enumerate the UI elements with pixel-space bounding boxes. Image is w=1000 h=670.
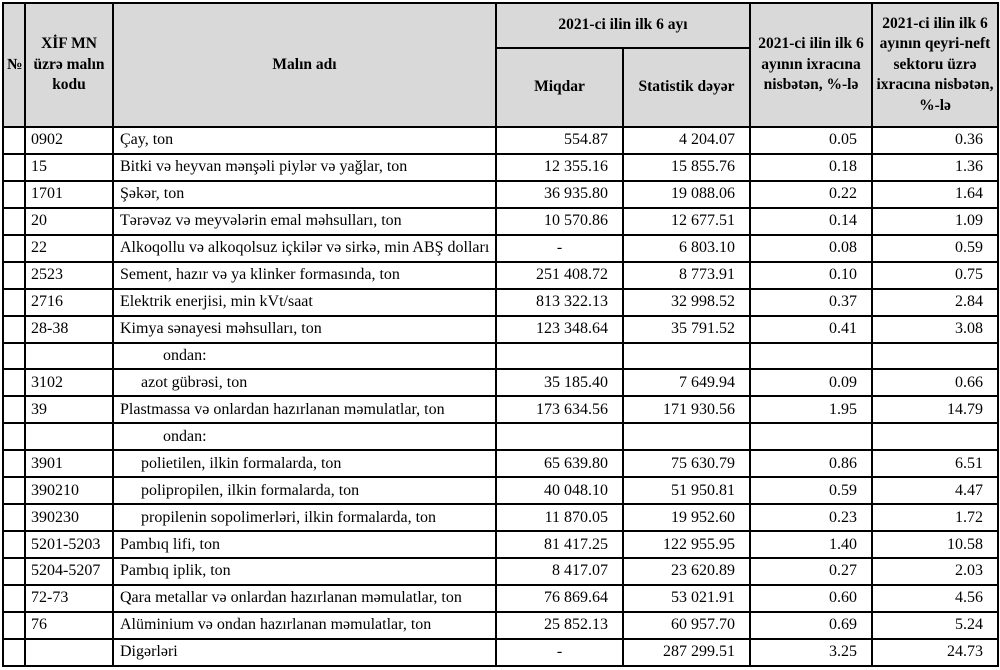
cell-pct-exports: 0.59 — [750, 477, 872, 504]
cell-stat-value: 75 630.79 — [623, 450, 750, 477]
cell-stat-value: 53 021.91 — [623, 585, 750, 612]
header-row-top — [3, 3, 998, 48]
cell-quantity: 81 417.25 — [496, 531, 623, 558]
header-product-name: Malın adı — [113, 3, 496, 127]
table-row — [3, 558, 998, 585]
cell-product-name: Kimya sənayesi məhsulları, ton — [113, 316, 496, 343]
cell-quantity: 554.87 — [496, 127, 623, 154]
cell-quantity: 123 348.64 — [496, 316, 623, 343]
header-quantity: Miqdar — [496, 48, 623, 127]
cell-row-number — [3, 127, 25, 154]
header-stat-value: Statistik dəyər — [623, 48, 750, 127]
cell-product-code: 15 — [25, 154, 113, 181]
table-row — [3, 343, 998, 370]
cell-pct-exports: 0.37 — [750, 289, 872, 316]
cell-pct-exports: 0.86 — [750, 450, 872, 477]
cell-row-number — [3, 181, 25, 208]
cell-quantity: 36 935.80 — [496, 181, 623, 208]
cell-pct-nonoil: 3.08 — [872, 316, 998, 343]
table-body — [3, 127, 998, 666]
cell-pct-exports — [750, 423, 872, 450]
cell-pct-exports: 0.18 — [750, 154, 872, 181]
table-row — [3, 262, 998, 289]
cell-pct-exports: 0.69 — [750, 612, 872, 639]
export-statistics-table — [2, 2, 999, 667]
table-row — [3, 585, 998, 612]
cell-stat-value: 19 088.06 — [623, 181, 750, 208]
cell-pct-nonoil: 1.64 — [872, 181, 998, 208]
cell-product-code: 76 — [25, 612, 113, 639]
cell-product-name: ondan: — [113, 423, 496, 450]
table-row — [3, 423, 998, 450]
cell-quantity: 40 048.10 — [496, 477, 623, 504]
cell-quantity: 173 634.56 — [496, 396, 623, 423]
cell-pct-nonoil: 2.84 — [872, 289, 998, 316]
cell-pct-exports: 0.14 — [750, 208, 872, 235]
cell-pct-exports — [750, 343, 872, 370]
table-row — [3, 504, 998, 531]
cell-product-name: Alkoqollu və alkoqolsuz içkilər və sirkə, min ABŞ dolları — [113, 235, 496, 262]
cell-product-code — [25, 423, 113, 450]
cell-quantity: 35 185.40 — [496, 369, 623, 396]
cell-pct-exports: 0.10 — [750, 262, 872, 289]
cell-row-number — [3, 423, 25, 450]
cell-product-code: 2523 — [25, 262, 113, 289]
cell-stat-value: 19 952.60 — [623, 504, 750, 531]
cell-row-number — [3, 612, 25, 639]
cell-product-name: Digərləri — [113, 639, 496, 666]
cell-stat-value: 32 998.52 — [623, 289, 750, 316]
cell-stat-value: 8 773.91 — [623, 262, 750, 289]
cell-quantity: 25 852.13 — [496, 612, 623, 639]
cell-stat-value: 122 955.95 — [623, 531, 750, 558]
cell-row-number — [3, 531, 25, 558]
table-row — [3, 127, 998, 154]
table-row — [3, 154, 998, 181]
cell-row-number — [3, 235, 25, 262]
cell-product-name: ondan: — [113, 343, 496, 370]
cell-row-number — [3, 396, 25, 423]
cell-row-number — [3, 450, 25, 477]
cell-product-code — [25, 343, 113, 370]
cell-pct-exports: 1.40 — [750, 531, 872, 558]
cell-product-code: 28-38 — [25, 316, 113, 343]
cell-product-name: polipropilen, ilkin formalarda, ton — [113, 477, 496, 504]
cell-quantity — [496, 423, 623, 450]
cell-stat-value: 35 791.52 — [623, 316, 750, 343]
cell-quantity: 10 570.86 — [496, 208, 623, 235]
cell-pct-nonoil: 14.79 — [872, 396, 998, 423]
cell-stat-value: 7 649.94 — [623, 369, 750, 396]
cell-quantity: 8 417.07 — [496, 558, 623, 585]
cell-pct-exports: 0.41 — [750, 316, 872, 343]
cell-product-code: 1701 — [25, 181, 113, 208]
cell-quantity: 251 408.72 — [496, 262, 623, 289]
cell-product-code: 72-73 — [25, 585, 113, 612]
cell-pct-nonoil: 1.36 — [872, 154, 998, 181]
cell-quantity: 813 322.13 — [496, 289, 623, 316]
table-row — [3, 208, 998, 235]
cell-pct-nonoil: 1.09 — [872, 208, 998, 235]
cell-product-code: 3102 — [25, 369, 113, 396]
cell-stat-value — [623, 343, 750, 370]
cell-product-name: polietilen, ilkin formalarda, ton — [113, 450, 496, 477]
cell-stat-value: 171 930.56 — [623, 396, 750, 423]
cell-pct-nonoil: 5.24 — [872, 612, 998, 639]
cell-row-number — [3, 477, 25, 504]
cell-stat-value: 12 677.51 — [623, 208, 750, 235]
cell-product-code: 20 — [25, 208, 113, 235]
cell-product-code: 0902 — [25, 127, 113, 154]
cell-stat-value: 51 950.81 — [623, 477, 750, 504]
cell-quantity: - — [496, 235, 623, 262]
table-row — [3, 235, 998, 262]
table-row — [3, 531, 998, 558]
cell-quantity: 11 870.05 — [496, 504, 623, 531]
table-row — [3, 181, 998, 208]
cell-pct-nonoil: 0.59 — [872, 235, 998, 262]
cell-product-name: Elektrik enerjisi, min kVt/saat — [113, 289, 496, 316]
cell-product-name: Bitki və heyvan mənşəli piylər və yağlar, ton — [113, 154, 496, 181]
cell-stat-value: 15 855.76 — [623, 154, 750, 181]
cell-pct-nonoil: 4.56 — [872, 585, 998, 612]
cell-pct-exports: 0.27 — [750, 558, 872, 585]
table-row — [3, 316, 998, 343]
cell-stat-value — [623, 423, 750, 450]
header-pct-nonoil: 2021-ci ilin ilk 6 ayının qeyri-neft sektoru üzrə ixracına nisbətən, %-lə — [872, 3, 998, 127]
cell-product-code: 5201-5203 — [25, 531, 113, 558]
table-row — [3, 369, 998, 396]
cell-quantity: 65 639.80 — [496, 450, 623, 477]
cell-product-name: propilenin sopolimerləri, ilkin formalarda, ton — [113, 504, 496, 531]
cell-row-number — [3, 208, 25, 235]
cell-stat-value: 23 620.89 — [623, 558, 750, 585]
table-row — [3, 612, 998, 639]
cell-row-number — [3, 585, 25, 612]
cell-product-code: 390230 — [25, 504, 113, 531]
cell-quantity: - — [496, 639, 623, 666]
cell-product-code: 39 — [25, 396, 113, 423]
cell-quantity: 76 869.64 — [496, 585, 623, 612]
header-product-code: XİF MN üzrə malın kodu — [25, 3, 113, 127]
cell-pct-exports: 1.95 — [750, 396, 872, 423]
cell-row-number — [3, 343, 25, 370]
cell-product-name: Sement, hazır və ya klinker formasında, ton — [113, 262, 496, 289]
cell-product-code: 2716 — [25, 289, 113, 316]
cell-quantity: 12 355.16 — [496, 154, 623, 181]
cell-pct-nonoil: 4.47 — [872, 477, 998, 504]
cell-pct-nonoil: 10.58 — [872, 531, 998, 558]
cell-quantity — [496, 343, 623, 370]
cell-product-code: 22 — [25, 235, 113, 262]
cell-stat-value: 4 204.07 — [623, 127, 750, 154]
cell-pct-exports: 0.60 — [750, 585, 872, 612]
cell-product-name: Alüminium və ondan hazırlanan məmulatlar, ton — [113, 612, 496, 639]
cell-row-number — [3, 262, 25, 289]
cell-product-name: Tərəvəz və meyvələrin emal məhsulları, ton — [113, 208, 496, 235]
cell-row-number — [3, 154, 25, 181]
cell-pct-nonoil — [872, 343, 998, 370]
cell-product-code: 3901 — [25, 450, 113, 477]
cell-pct-exports: 3.25 — [750, 639, 872, 666]
cell-row-number — [3, 369, 25, 396]
cell-pct-nonoil: 6.51 — [872, 450, 998, 477]
cell-pct-exports: 0.22 — [750, 181, 872, 208]
cell-pct-nonoil: 1.72 — [872, 504, 998, 531]
cell-product-name: Pambıq iplik, ton — [113, 558, 496, 585]
cell-product-name: Qara metallar və onlardan hazırlanan məmulatlar, ton — [113, 585, 496, 612]
table-row — [3, 477, 998, 504]
cell-row-number — [3, 558, 25, 585]
cell-pct-nonoil: 2.03 — [872, 558, 998, 585]
cell-row-number — [3, 316, 25, 343]
cell-pct-exports: 0.05 — [750, 127, 872, 154]
cell-row-number — [3, 639, 25, 666]
cell-product-name: Şəkər, ton — [113, 181, 496, 208]
header-pct-exports: 2021-ci ilin ilk 6 ayının ixracına nisbətən, %-lə — [750, 3, 872, 127]
cell-pct-nonoil: 0.75 — [872, 262, 998, 289]
cell-pct-nonoil: 24.73 — [872, 639, 998, 666]
table-row — [3, 639, 998, 666]
cell-pct-nonoil: 0.36 — [872, 127, 998, 154]
cell-stat-value: 60 957.70 — [623, 612, 750, 639]
table-row — [3, 450, 998, 477]
cell-row-number — [3, 289, 25, 316]
header-row-number: № — [3, 3, 25, 127]
cell-pct-exports: 0.09 — [750, 369, 872, 396]
cell-product-code: 5204-5207 — [25, 558, 113, 585]
table-row — [3, 396, 998, 423]
cell-product-name: Pambıq lifi, ton — [113, 531, 496, 558]
cell-stat-value: 287 299.51 — [623, 639, 750, 666]
cell-stat-value: 6 803.10 — [623, 235, 750, 262]
table-header — [3, 3, 998, 127]
cell-product-code — [25, 639, 113, 666]
cell-product-name: Plastmassa və onlardan hazırlanan məmulatlar, ton — [113, 396, 496, 423]
cell-product-code: 390210 — [25, 477, 113, 504]
table-row — [3, 289, 998, 316]
cell-product-name: Çay, ton — [113, 127, 496, 154]
cell-pct-nonoil: 0.66 — [872, 369, 998, 396]
cell-pct-exports: 0.08 — [750, 235, 872, 262]
cell-row-number — [3, 504, 25, 531]
cell-product-name: azot gübrəsi, ton — [113, 369, 496, 396]
cell-pct-exports: 0.23 — [750, 504, 872, 531]
header-period-group: 2021-ci ilin ilk 6 ayı — [496, 3, 750, 48]
cell-pct-nonoil — [872, 423, 998, 450]
